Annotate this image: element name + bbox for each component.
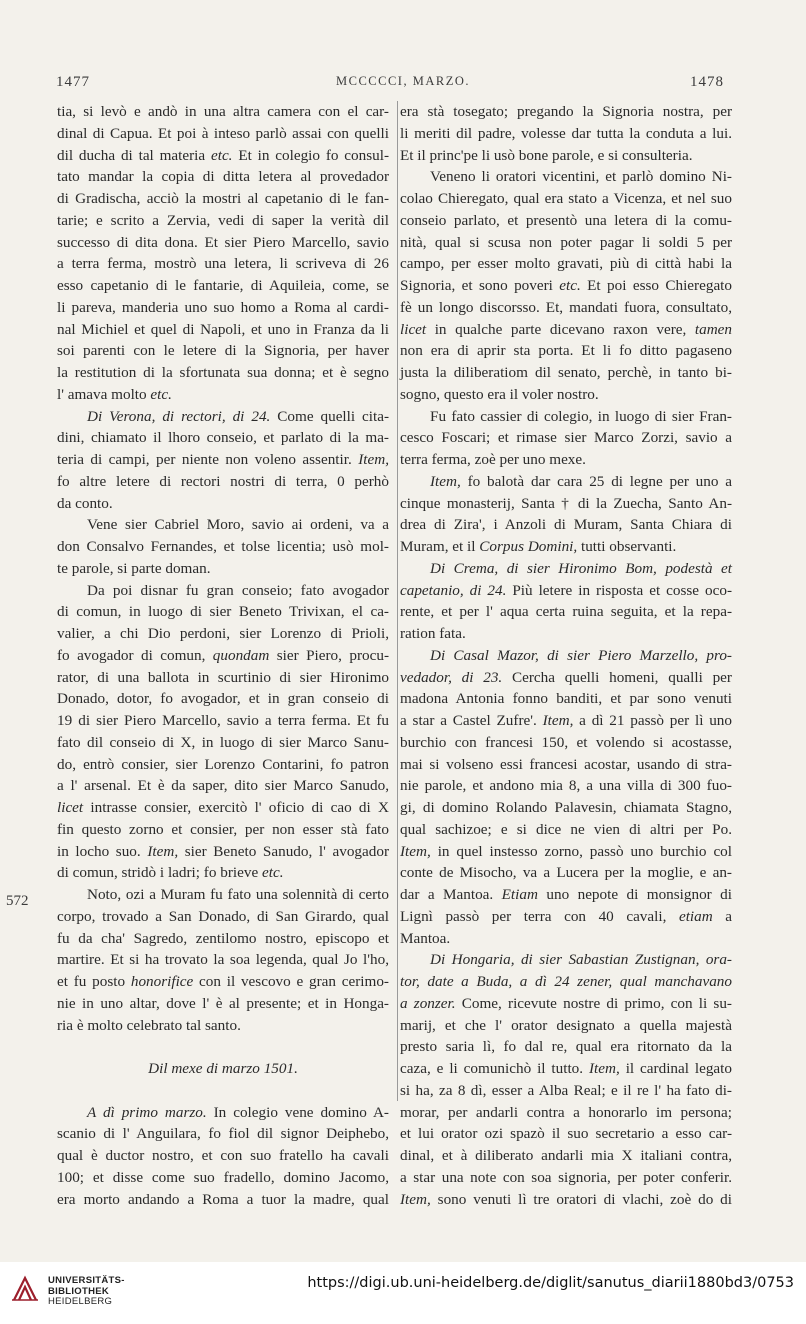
text-line: Di Casal Mazor, di sier Piero Marzello, pro- — [430, 646, 732, 664]
text-line: Noto, ozi a Muram fu fato una solennità di certo — [87, 886, 389, 903]
text-line: Di Verona, di rectori, di 24. Come quelli cita- — [87, 407, 390, 425]
text-line: Veneno li oratori vicentini, et parlò domino Ni- — [430, 168, 732, 186]
text-line: esso capetanio di le fantarie, di Aquileia, come, se — [57, 277, 389, 294]
right-text-column — [400, 101, 732, 1210]
text-line: fo avogador di comun, quondam sier Piero, procu- — [57, 646, 390, 664]
text-line: Item, fo balotà dar cara 25 di legne per uno a — [430, 472, 732, 490]
text-line: tarie; e scrito a Zervia, vedi di saper la verità dil — [57, 211, 389, 229]
text-line: Signoria, et sono poveri etc. Et poi esso Chieregato — [400, 277, 732, 294]
text-line: in locho suo. Item, sier Beneto Sanudo, l' avogador — [57, 842, 390, 860]
text-line: a star una note con soa signoria, per poter conferir. — [400, 1168, 732, 1186]
column-divider — [397, 101, 398, 1101]
text-line: 19 di sier Piero Marcello, savio a terra ferma. Et fu — [57, 712, 389, 729]
text-line: fin questo zorno et consier, per non esser stà fato — [57, 820, 389, 838]
text-line: terra ferma, zoè per uno mexe. — [400, 451, 586, 468]
text-line — [57, 1080, 389, 1102]
text-line: justa la diliberatiom dil senato, perchè, in tanto bi- — [400, 364, 732, 381]
text-line: presto saria lì, fo dal re, qual era ritornato da la — [400, 1038, 732, 1056]
text-line: licet intrasse consier, exercitò l' oficio di cao di X — [57, 799, 389, 816]
text-line — [57, 1036, 389, 1058]
text-line: tia, si levò e andò in una altra camera con el car- — [57, 103, 389, 120]
text-line: nie in uno altar, dove l' è al presente; et in Honga- — [57, 994, 389, 1012]
library-name — [48, 1276, 125, 1308]
text-line: licet in qualche parte dicevano raxon vere, tamen — [400, 320, 732, 338]
text-line: do, entrò consier, sier Lorenzo Contarini, fo patron — [57, 755, 389, 773]
text-line: nie parole, et andono mia 8, a una villa di 300 fuo- — [400, 777, 732, 795]
text-line: si ha, za 8 dì, esser a Alba Real; e il re l' ha fato di- — [400, 1081, 732, 1099]
text-line: fu da cha' Sagredo, zentilomo nostro, episcopo et — [57, 929, 389, 947]
text-line: Mantoa. — [400, 929, 451, 947]
text-line: rente, et per l' aqua certa ruina seguita, et la repa- — [400, 603, 732, 621]
text-line: caza, e li comunichò il tutto. Item, il cardinal legato — [400, 1060, 732, 1077]
library-name-line2: BIBLIOTHEK — [48, 1285, 110, 1297]
library-name-line1: UNIVERSITÄTS- — [48, 1275, 125, 1286]
text-line: di Gradischa, acciò la mostri al capetanio di le fan- — [57, 190, 389, 207]
margin-line-number: 572 — [6, 893, 29, 909]
text-line: da conto. — [57, 494, 113, 512]
text-line: Et il princ'pe li usò bone parole, e si consulteria. — [400, 146, 693, 164]
text-line: la restitution di la sfortunata sua donna; et è segno — [57, 364, 389, 381]
text-line: burchio con francesi 150, et volendo si acostasse, — [400, 733, 732, 751]
text-line: dinal, et à diliberato andarli mia X italiani contra, — [400, 1147, 732, 1164]
text-line: Donado, dotor, fo avogador, et in gran conseio di — [57, 690, 389, 708]
text-line: conte de Misocho, va a Lucera per la moglie, e an- — [400, 864, 732, 882]
text-line: fo altre letere di rectori nostri di terra, 0 perhò — [57, 472, 389, 490]
text-line: valier, a chi Dio perdoni, sier Lorenzo di Prioli, — [57, 625, 389, 642]
text-line: era stà tosegato; pregando la Signoria nostra, per — [400, 103, 732, 120]
text-line: dinal di Capua. Et poi à inteso parlò assai con quelli — [57, 124, 389, 142]
text-line: non era di aprir sta porta. Et li fo ditto pagaseno — [400, 342, 732, 360]
text-line: colao Chieregato, qual era stato a Vicenza, et nel suo — [400, 190, 732, 207]
text-line: teria di campi, per niente non voleno assentir. Item, — [57, 451, 389, 468]
text-line: l' amava molto etc. — [57, 385, 172, 403]
text-line: qual è ductor nostro, et con suo fratello ha cavali — [57, 1147, 389, 1164]
page-number-right: 1478 — [690, 74, 724, 90]
text-line: capetanio, di 24. Più letere in risposta et cosse oco- — [400, 581, 732, 599]
text-line: A dì primo marzo. In colegio vene domino A- — [87, 1103, 389, 1121]
text-line: cesco Foscari; et rimase sier Marco Zorzi, savio a — [400, 429, 732, 447]
text-line: li meriti dil padre, volesse dar tutta la conduta a lui. — [400, 124, 732, 142]
library-name-line3: HEIDELBERG — [48, 1296, 113, 1307]
text-line: conseio parlato, et presentò una letera di la comu- — [400, 211, 732, 229]
library-logo-icon — [10, 1274, 40, 1304]
page-number-left: 1477 — [56, 74, 90, 90]
left-text-column — [57, 101, 389, 1210]
text-line: et fu posto honorifice con il vescovo e gran cerimo- — [57, 973, 389, 990]
text-line: cinque monasterij, Santa † di la Zuecha, Santo An- — [400, 494, 732, 512]
text-line: Item, sono venuti lì tre oratori di vlachi, zoè do di — [400, 1190, 732, 1208]
text-line: soi parenti con le letere di la Signoria, per haver — [57, 342, 389, 360]
text-line: Di Crema, di sier Hironimo Bom, podestà et — [430, 559, 732, 577]
text-line: sogno, questo era il voler nostro. — [400, 385, 599, 403]
text-line: era morto andando a Roma a tuor la madre, qual — [57, 1190, 389, 1208]
text-line: vedador, di 23. Cercha quelli homeni, qualli per — [400, 668, 732, 686]
text-line: tor, date a Buda, a dì 24 zener, qual manchavano — [400, 973, 732, 990]
text-line: a l' arsenal. Et è da saper, dito sier Marco Sanudo, — [57, 777, 389, 795]
text-line: nità, qual si scusa non poter pagar li soldi 5 per — [400, 233, 732, 251]
text-line: fè un longo discorsso. Et, mandati fuora, consultato, — [400, 298, 732, 316]
text-line: ria è molto celebrato tal santo. — [57, 1016, 241, 1034]
text-line: dil ducha di tal materia etc. Et in colegio fo consul- — [57, 146, 390, 164]
text-line: dar a Mantoa. Etiam uno nepote di monsignor di — [400, 886, 732, 903]
text-line: a star a Castel Zufre'. Item, a dì 21 passò per lì uno — [400, 712, 732, 729]
text-line: di comun, stridò i ladri; fo brieve etc. — [57, 864, 284, 882]
text-line: scanio di l' Anguilara, fo fiol dil signor Deiphebo, — [57, 1125, 389, 1143]
text-line: don Consalvo Fernandes, et tolse licentia; usò mol- — [57, 538, 389, 555]
text-line: tato mandar la copia di ditta letera al provedador — [57, 168, 389, 186]
text-line: mai si volseno essi francesi acostar, usando di stra- — [400, 755, 732, 773]
text-line: marij, et che l' orator designato a quella majestà — [400, 1016, 732, 1034]
text-line: qual sachizoe; e si dice ne vien di altri per Po. — [400, 820, 732, 838]
text-line: Lignì passò per terra con 40 cavali, etiam a — [400, 907, 733, 925]
text-line: Fu fato cassier di colegio, in luogo di sier Fran- — [430, 407, 732, 425]
text-line: Vene sier Cabriel Moro, savio ai ordeni, va a — [87, 516, 389, 534]
text-line: Muram, et il Corpus Domini, tutti observanti. — [400, 538, 677, 555]
text-line: a zonzer. Come, ricevute nostre di primo, con li su- — [400, 994, 732, 1012]
permalink-url[interactable]: https://digi.ub.uni-heidelberg.de/diglit/sanutus_diarii1880bd3/0753 — [307, 1275, 794, 1291]
text-line: rator, di una ballota in scurtinio di sier Hironimo — [57, 668, 389, 686]
text-line: a terra ferma, mostrò una letera, li scriveva di 26 — [57, 255, 389, 273]
text-line: gi, di domino Rolando Palavesin, chiamata Stagno, — [400, 799, 732, 816]
text-line: drea di Zira', i Anzoli di Muram, Santa Chiara di — [400, 516, 732, 534]
text-line: et lui orator ozi spazò il suo secretario a esso car- — [400, 1125, 732, 1143]
text-line: Item, in quel instesso zorno, passò uno burchio col — [400, 842, 732, 860]
text-line: Dil mexe di marzo 1501. — [148, 1060, 298, 1077]
text-line: dini, chiamato il lhoro conseio, et parlato di la ma- — [57, 429, 389, 447]
text-line: li pareva, manderia uno suo homo a Roma al cardi- — [57, 298, 389, 316]
text-line: di comun, in luogo di sier Beneto Trivixan, el ca- — [57, 603, 389, 621]
text-line: successo di dita dona. Et sier Piero Marcello, savio — [57, 233, 389, 251]
text-line: martire. Et si ha trovato la soa legenda, qual Jo l'ho, — [57, 951, 389, 969]
text-line: 100; et disse come suo fradello, domino Jacomo, — [57, 1168, 389, 1186]
text-line: Da poi disnar fu gran conseio; fato avogador — [87, 581, 389, 599]
running-header: MCCCCCI, MARZO. — [336, 74, 470, 88]
text-line: fato dil conseio di X, in luogo di sier Marco Sanu- — [57, 733, 389, 751]
text-line: ration fata. — [400, 625, 466, 642]
text-line: corpo, trovado a San Donado, di San Girardo, qual — [57, 907, 389, 925]
text-line: madona Antonia fonno banditi, et par sono venuti — [400, 690, 732, 708]
text-line: campo, per esser molto gravati, più di città habi la — [400, 255, 732, 273]
text-line: nal Michiel et quel di Napoli, et uno in Franza da li — [57, 320, 389, 338]
text-line: morar, per andarli contra a honorarlo im persona; — [400, 1103, 732, 1121]
text-line: te parole, si parte doman. — [57, 559, 211, 577]
text-line: Di Hongaria, di sier Sabastian Zustignan, ora- — [430, 951, 732, 969]
